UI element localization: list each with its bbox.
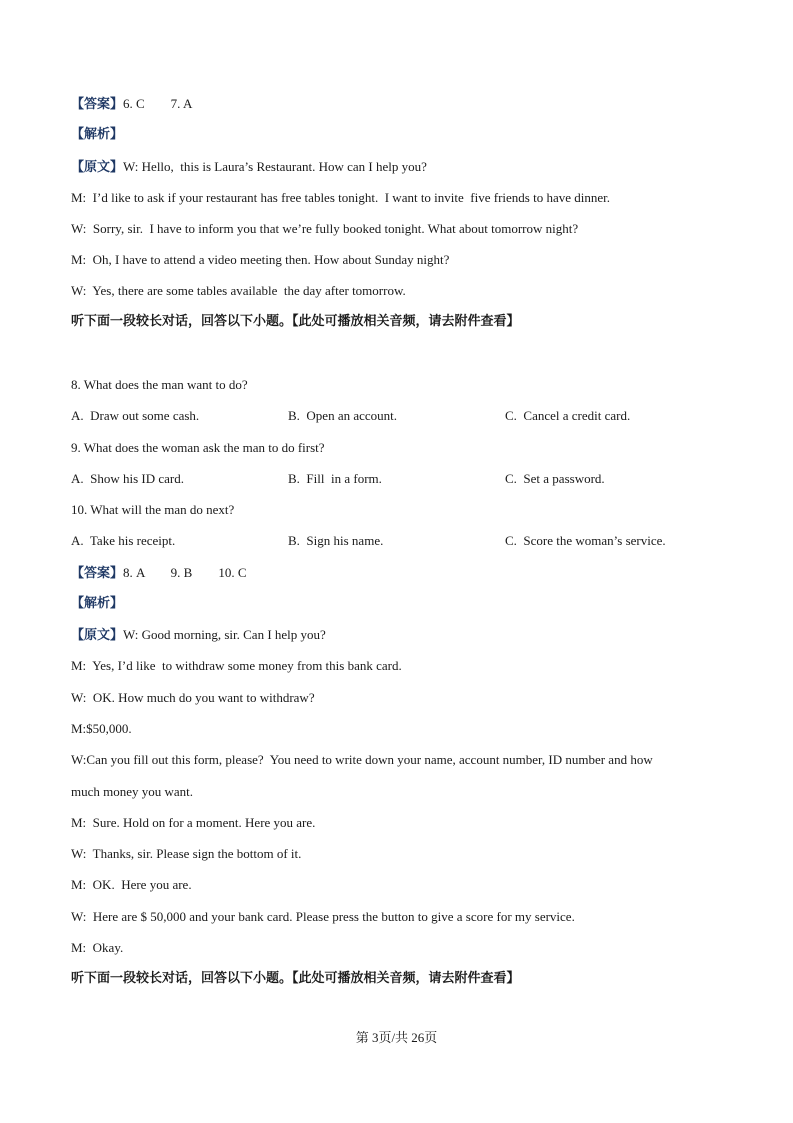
option-8a: A. Draw out some cash.	[71, 408, 200, 423]
original-tag: 【原文】	[71, 628, 124, 643]
transcript-line: much money you want.	[71, 784, 194, 799]
original-tag: 【原文】	[71, 160, 124, 175]
answer-line-1	[71, 96, 192, 113]
instruction-line-1: 听下面一段较长对话，回答以下小题。【此处可播放相关音频，请去附件查看】	[71, 314, 520, 329]
original-line-1	[71, 159, 427, 176]
transcript-line: M: Okay.	[71, 940, 124, 955]
transcript-line: M:$50,000.	[71, 721, 132, 736]
transcript-line: W: Hello, this is Laura’s Restaurant. How can I help you?	[123, 159, 427, 174]
answer-text: 8. A 9. B 10. C	[123, 565, 247, 580]
option-10c: C. Score the woman’s service.	[505, 533, 666, 548]
analysis-tag-1: 【解析】	[71, 127, 124, 142]
question-10: 10. What will the man do next?	[71, 502, 235, 517]
option-8c: C. Cancel a credit card.	[505, 408, 631, 423]
original-line-2	[71, 627, 326, 644]
option-10b: B. Sign his name.	[288, 533, 384, 548]
transcript-line: W: OK. How much do you want to withdraw?	[71, 690, 315, 705]
transcript-line: M: OK. Here you are.	[71, 877, 192, 892]
answer-text: 6. C 7. A	[123, 96, 193, 111]
instruction-line-2: 听下面一段较长对话，回答以下小题。【此处可播放相关音频，请去附件查看】	[71, 971, 520, 986]
transcript-line: W: Yes, there are some tables available the day after tomorrow.	[71, 283, 406, 298]
transcript-line: M: I’d like to ask if your restaurant has free tables tonight. I want to invite five friends to have dinner.	[71, 190, 610, 205]
transcript-line: W:Can you fill out this form, please? You need to write down your name, account number, ID number and how	[71, 752, 653, 767]
answer-tag: 【答案】	[71, 97, 124, 112]
transcript-line: M: Oh, I have to attend a video meeting then. How about Sunday night?	[71, 252, 450, 267]
transcript-line: W: Thanks, sir. Please sign the bottom of it.	[71, 846, 302, 861]
transcript-line: W: Here are $ 50,000 and your bank card. Please press the button to give a score for my service.	[71, 909, 575, 924]
option-9b: B. Fill in a form.	[288, 471, 382, 486]
answer-tag: 【答案】	[71, 566, 124, 581]
question-9: 9. What does the woman ask the man to do first?	[71, 440, 325, 455]
answer-line-2	[71, 565, 247, 582]
page-footer: 第 3页/共 26页	[355, 1030, 438, 1045]
question-8: 8. What does the man want to do?	[71, 377, 248, 392]
analysis-tag-2: 【解析】	[71, 596, 124, 611]
transcript-line: M: Yes, I’d like to withdraw some money from this bank card.	[71, 658, 402, 673]
transcript-line: W: Sorry, sir. I have to inform you that we’re fully booked tonight. What about tomorrow night?	[71, 221, 579, 236]
option-8b: B. Open an account.	[288, 408, 398, 423]
transcript-line: W: Good morning, sir. Can I help you?	[123, 627, 326, 642]
option-10a: A. Take his receipt.	[71, 533, 176, 548]
transcript-line: M: Sure. Hold on for a moment. Here you are.	[71, 815, 316, 830]
option-9c: C. Set a password.	[505, 471, 605, 486]
option-9a: A. Show his ID card.	[71, 471, 185, 486]
